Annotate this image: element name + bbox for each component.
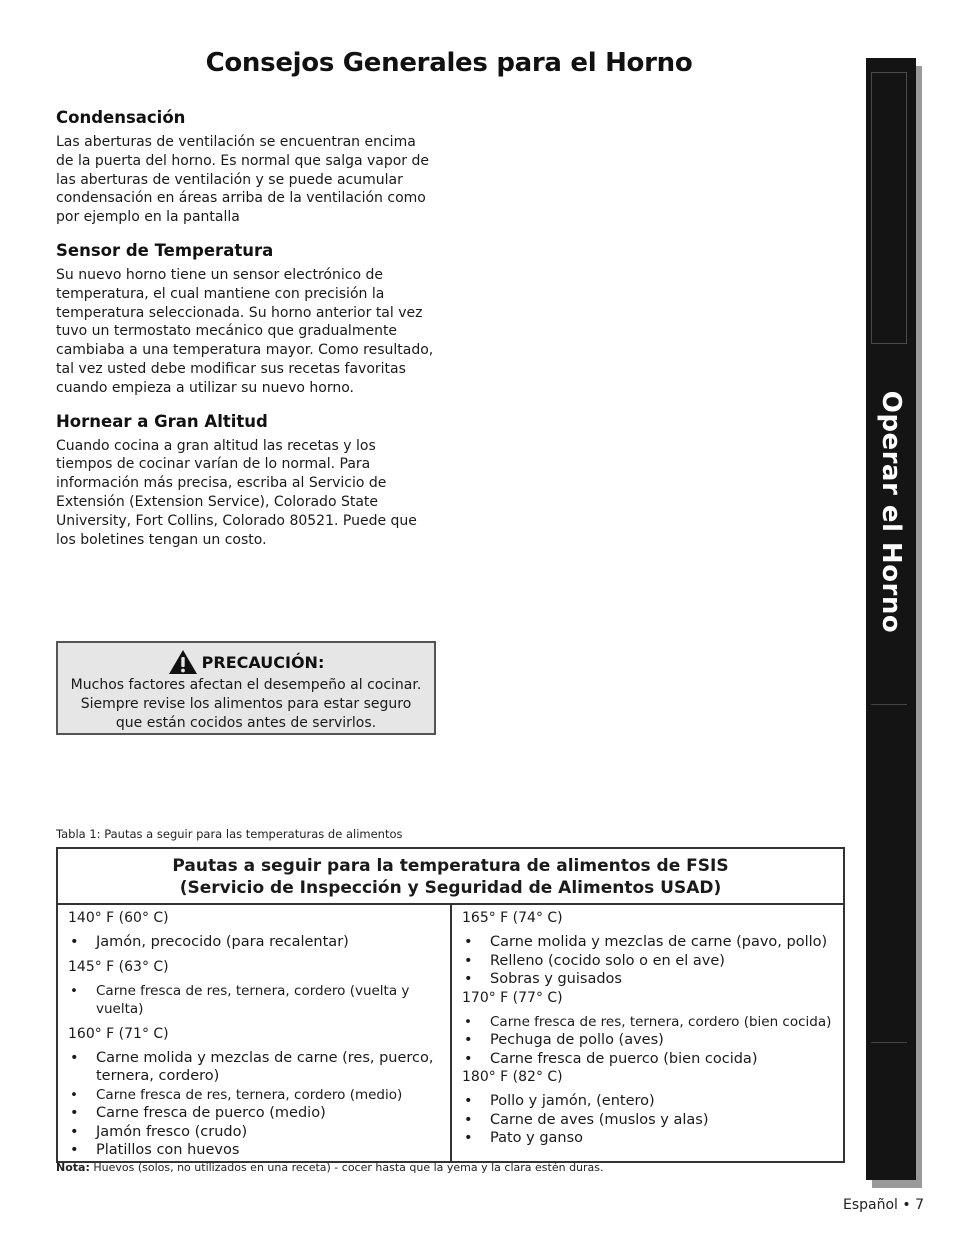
caution-header — [58, 649, 434, 675]
side-tab-divider — [871, 1042, 907, 1043]
food-item: • Pato y ganso — [462, 1129, 833, 1148]
caution-line: Muchos factores afectan el desempeño al cocinar. — [70, 677, 422, 693]
section-condensation — [56, 108, 436, 227]
food-item: • Carne fresca de res, ternera, cordero (vuelta y vuelta) — [68, 982, 440, 1019]
section-body: Las aberturas de ventilación se encuentran encima de la puerta del horno. Es normal que salga vapor de las aberturas de ventilación y se puede acumular condensación en áreas arriba de la ventilación como por ejemplo en la pantalla — [56, 134, 430, 226]
temperature-label: 165° F (74° C) — [462, 910, 563, 926]
caution-label: PRECAUCIÓN: — [201, 652, 325, 672]
food-item: • Platillos con huevos — [68, 1141, 440, 1160]
caution-box — [56, 641, 436, 735]
food-item: • Relleno (cocido solo o en el ave) — [462, 952, 833, 971]
food-list — [462, 933, 833, 989]
temperature-label: 160° F (71° C) — [68, 1025, 169, 1042]
caution-text — [58, 676, 434, 733]
temperature-label: 170° F (77° C) — [462, 989, 563, 1006]
section-heading: Hornear a Gran Altitud — [56, 411, 268, 431]
table-body — [58, 905, 843, 1161]
note-label: Nota: — [56, 1161, 90, 1174]
temperature-label: 145° F (63° C) — [68, 958, 169, 975]
tips-column — [56, 108, 436, 563]
warning-triangle-icon — [168, 649, 198, 675]
section-body: Su nuevo horno tiene un sensor electrónico de temperatura, el cual mantiene con precisión la temperatura seleccionada. Su horno anterior tal vez tuvo un termostato mecánico que gradualmente cambiaba a una temperatura mayor. Como resultado, tal vez usted debe modificar sus recetas favoritas cuando empieza a utilizar su nuevo horno. — [56, 266, 434, 396]
table-column-left — [58, 905, 452, 1161]
note-text: Huevos (solos, no utilizados en una receta) - cocer hasta que la yema y la clara estén duras. — [89, 1161, 604, 1174]
food-item: • Pechuga de pollo (aves) — [462, 1031, 833, 1050]
food-item: • Carne fresca de res, ternera, cordero (bien cocida) — [462, 1013, 833, 1032]
page-title: Consejos Generales para el Horno — [205, 48, 693, 78]
section-heading: Condensación — [56, 108, 186, 127]
temperature-label: 180° F (82° C) — [462, 1069, 563, 1085]
food-list — [68, 1049, 440, 1160]
page-footer: Español • 7 — [843, 1197, 924, 1213]
table-header — [58, 849, 843, 905]
food-item: • Carne molida y mezclas de carne (pavo, pollo) — [462, 933, 833, 952]
food-item: • Carne molida y mezclas de carne (res, puerco, ternera, cordero) — [68, 1049, 440, 1086]
food-item: • Carne de aves (muslos y alas) — [462, 1111, 833, 1130]
food-item: • Carne fresca de puerco (medio) — [68, 1104, 440, 1123]
food-item: • Carne fresca de res, ternera, cordero (medio) — [68, 1086, 440, 1105]
side-tab-frame — [871, 72, 907, 344]
food-list — [462, 1092, 833, 1148]
food-list — [68, 982, 440, 1019]
section-temperature-sensor — [56, 241, 436, 398]
section-heading: Sensor de Temperatura — [56, 240, 274, 260]
food-item: • Sobras y guisados — [462, 970, 833, 989]
caution-line: que están cocidos antes de servirlos. — [115, 715, 377, 731]
temperature-label: 140° F (60° C) — [68, 910, 169, 926]
food-list — [462, 1013, 833, 1069]
food-item: • Jamón fresco (crudo) — [68, 1123, 440, 1142]
table-header-line: (Servicio de Inspección y Seguridad de Alimentos USAD) — [179, 878, 722, 898]
table-caption: Tabla 1: Pautas a seguir para las temperaturas de alimentos — [56, 827, 403, 841]
side-tab-divider — [871, 704, 907, 705]
caution-line: Siempre revise los alimentos para estar seguro — [80, 696, 412, 712]
food-list — [68, 933, 440, 952]
section-high-altitude — [56, 412, 436, 550]
food-item: • Pollo y jamón, (entero) — [462, 1092, 833, 1111]
food-item: • Carne fresca de puerco (bien cocida) — [462, 1050, 833, 1069]
table-column-right — [452, 905, 843, 1161]
table-header-line: Pautas a seguir para la temperatura de alimentos de FSIS — [172, 856, 729, 876]
food-item: • Jamón, precocido (para recalentar) — [68, 933, 440, 952]
side-tab-label: Operar el Horno — [876, 390, 906, 634]
fsis-temperature-table — [56, 847, 845, 1163]
table-note — [56, 1161, 604, 1174]
section-body: Cuando cocina a gran altitud las recetas y los tiempos de cocinar varían de lo normal. Para información más precisa, escriba al Servicio de Extensión (Extension Service), Colorado State University, Fort Collins, Colorado 80521. Puede que los boletines tengan un costo. — [56, 437, 417, 548]
